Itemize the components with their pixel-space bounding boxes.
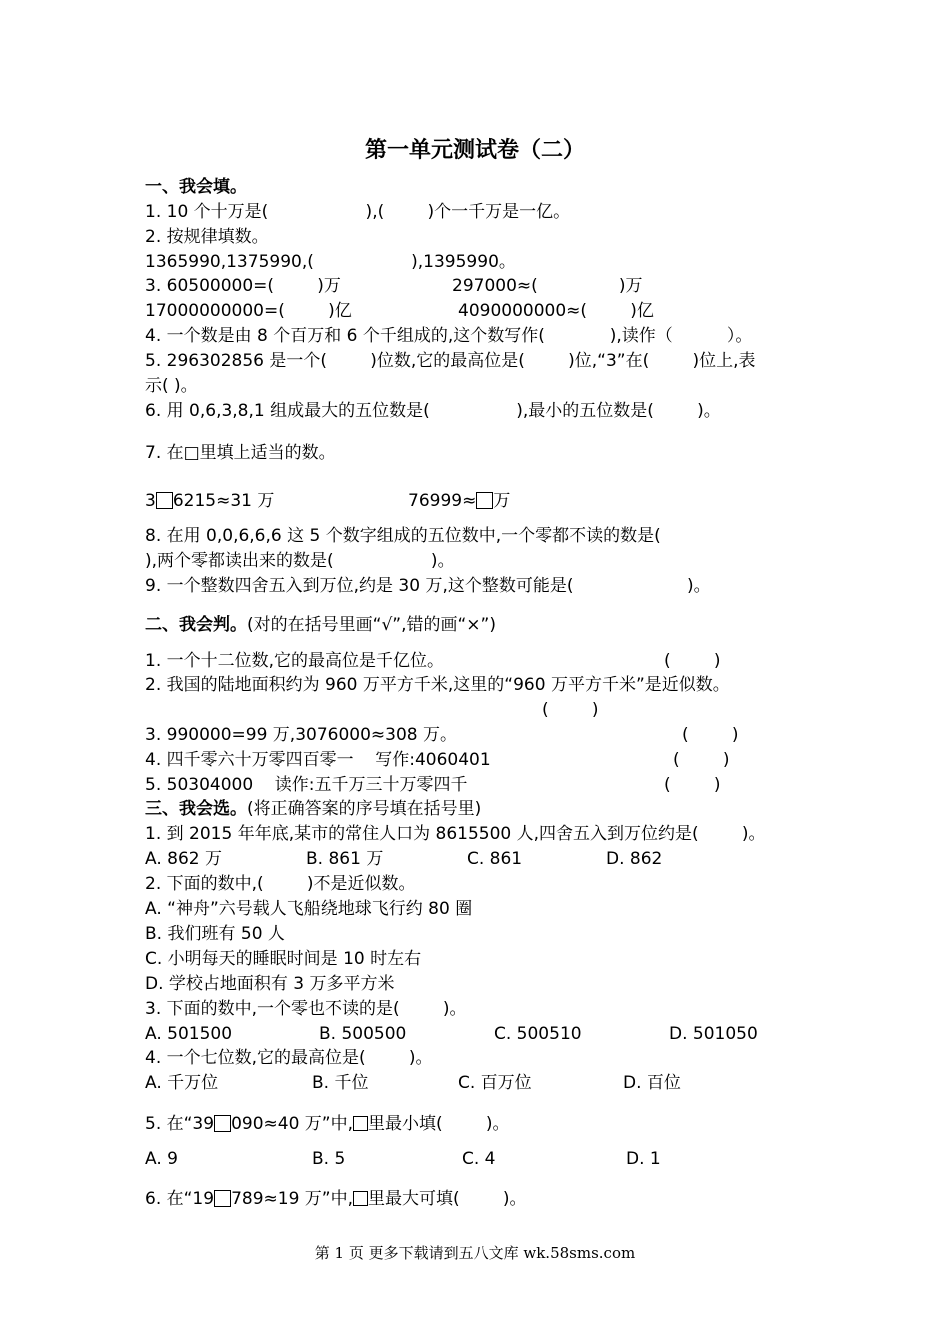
s3-question-3: 3. 下面的数中,一个零也不读的是( )。 bbox=[145, 999, 467, 1019]
square-symbol bbox=[353, 1191, 368, 1206]
s1-question-9: 9. 一个整数四舍五入到万位,约是 30 万,这个整数可能是( )。 bbox=[145, 576, 711, 596]
s2-question-1: 1. 一个十二位数,它的最高位是千亿位。 bbox=[145, 651, 445, 671]
s3-q5-option-d: D. 1 bbox=[626, 1149, 661, 1169]
s2-question-5: 5. 50304000 读作:五千万三十万零四千 bbox=[145, 775, 468, 795]
s2-answer-paren-3[interactable]: ( ) bbox=[682, 725, 739, 745]
s3-q1-option-a: A. 862 万 bbox=[145, 849, 222, 869]
s1-question-3b: 297000≈( )万 bbox=[452, 276, 643, 296]
s3-question-5 bbox=[145, 1112, 510, 1136]
s3-q3-option-d: D. 501050 bbox=[669, 1024, 758, 1044]
s3-q5-option-c: C. 4 bbox=[462, 1149, 496, 1169]
s3-q2-option-a: A. “神舟”六号载人飞船绕地球飞行约 80 圈 bbox=[145, 899, 473, 919]
s3-question-4: 4. 一个七位数,它的最高位是( )。 bbox=[145, 1048, 433, 1068]
square-symbol bbox=[353, 1116, 368, 1131]
section-3-heading: 三、我会选。 bbox=[145, 799, 247, 819]
section-3-note: (将正确答案的序号填在括号里) bbox=[247, 799, 482, 819]
s3-q3-option-b: B. 500500 bbox=[319, 1024, 407, 1044]
s1-question-2: 2. 按规律填数。 bbox=[145, 227, 269, 247]
s1-question-1: 1. 10 个十万是( ),( )个一千万是一亿。 bbox=[145, 202, 571, 222]
s1-question-7a bbox=[145, 489, 274, 513]
q7a-prefix: 3 bbox=[145, 491, 156, 511]
s3-q4-option-c: C. 百万位 bbox=[458, 1073, 532, 1093]
s1-question-7b bbox=[408, 489, 510, 513]
s3-q4-option-b: B. 千位 bbox=[312, 1073, 369, 1093]
s3-question-6 bbox=[145, 1187, 527, 1211]
blank-box[interactable] bbox=[476, 492, 493, 509]
page-footer: 第 1 页 更多下载请到五八文库 wk.58sms.com bbox=[314, 1244, 636, 1262]
section-1-heading: 一、我会填。 bbox=[145, 177, 247, 197]
section-2-heading-line bbox=[145, 613, 496, 637]
s3-q3-option-c: C. 500510 bbox=[494, 1024, 582, 1044]
s3-q4-option-d: D. 百位 bbox=[623, 1073, 681, 1093]
s3-q2-option-b: B. 我们班有 50 人 bbox=[145, 924, 285, 944]
s1-question-7: 7. 在□里填上适当的数。 bbox=[145, 443, 336, 463]
s1-question-8-cont: ),两个零都读出来的数是( )。 bbox=[145, 551, 455, 571]
q7a-suffix: 6215≈31 万 bbox=[172, 491, 275, 511]
s1-question-3c: 17000000000=( )亿 bbox=[145, 301, 352, 321]
s1-question-3a: 3. 60500000=( )万 bbox=[145, 276, 341, 296]
section-2-note: (对的在括号里画“√”,错的画“×”) bbox=[247, 615, 496, 635]
s3-q2-option-c: C. 小明每天的睡眠时间是 10 时左右 bbox=[145, 949, 422, 969]
s3-q4-option-a: A. 千万位 bbox=[145, 1073, 219, 1093]
s1-question-8: 8. 在用 0,0,6,6,6 这 5 个数字组成的五位数中,一个零都不读的数是( bbox=[145, 526, 661, 546]
s3-q2-option-d: D. 学校占地面积有 3 万多平方米 bbox=[145, 974, 395, 994]
s3-q1-option-b: B. 861 万 bbox=[306, 849, 384, 869]
s2-answer-paren-2[interactable]: ( ) bbox=[542, 700, 599, 720]
q6-suffix: 里最大可填( )。 bbox=[368, 1189, 527, 1209]
s3-q5-option-b: B. 5 bbox=[312, 1149, 346, 1169]
page-title: 第一单元测试卷（二） bbox=[364, 137, 585, 163]
blank-box[interactable] bbox=[214, 1190, 231, 1207]
s3-question-2: 2. 下面的数中,( )不是近似数。 bbox=[145, 874, 416, 894]
s3-q1-option-c: C. 861 bbox=[467, 849, 523, 869]
s3-q3-option-a: A. 501500 bbox=[145, 1024, 233, 1044]
blank-box[interactable] bbox=[156, 492, 173, 509]
s1-question-5-cont: 示( )。 bbox=[145, 376, 198, 396]
s1-question-3d: 4090000000≈( )亿 bbox=[458, 301, 654, 321]
s2-question-2: 2. 我国的陆地面积约为 960 万平方千米,这里的“960 万平方千米”是近似数。 bbox=[145, 675, 730, 695]
q7b-prefix: 76999≈ bbox=[408, 491, 477, 511]
q6-prefix: 6. 在“19 bbox=[145, 1189, 215, 1209]
blank-box[interactable] bbox=[214, 1115, 231, 1132]
q5-middle: 090≈40 万”中, bbox=[231, 1114, 354, 1134]
q5-suffix: 里最小填( )。 bbox=[368, 1114, 510, 1134]
q7b-suffix: 万 bbox=[493, 491, 511, 511]
section-3-heading-line bbox=[145, 797, 481, 821]
s3-q5-option-a: A. 9 bbox=[145, 1149, 178, 1169]
s2-answer-paren-1[interactable]: ( ) bbox=[664, 651, 721, 671]
s2-question-3: 3. 990000=99 万,3076000≈308 万。 bbox=[145, 725, 458, 745]
s2-answer-paren-4[interactable]: ( ) bbox=[673, 750, 730, 770]
s2-question-4: 4. 四千零六十万零四百零一 写作:4060401 bbox=[145, 750, 491, 770]
q6-middle: 789≈19 万”中, bbox=[231, 1189, 354, 1209]
s1-question-4: 4. 一个数是由 8 个百万和 6 个千组成的,这个数写作( ),读作（ ）。 bbox=[145, 326, 753, 346]
s1-question-5: 5. 296302856 是一个( )位数,它的最高位是( )位,“3”在( )位上,表 bbox=[145, 351, 756, 371]
s1-question-2-sequence: 1365990,1375990,( ),1395990。 bbox=[145, 252, 516, 272]
q5-prefix: 5. 在“39 bbox=[145, 1114, 215, 1134]
s2-answer-paren-5[interactable]: ( ) bbox=[664, 775, 721, 795]
s1-question-6: 6. 用 0,6,3,8,1 组成最大的五位数是( ),最小的五位数是( )。 bbox=[145, 401, 721, 421]
s3-q1-option-d: D. 862 bbox=[606, 849, 663, 869]
s3-question-1: 1. 到 2015 年年底,某市的常住人口为 8615500 人,四舍五入到万位约是( )。 bbox=[145, 824, 766, 844]
section-2-heading: 二、我会判。 bbox=[145, 615, 247, 635]
